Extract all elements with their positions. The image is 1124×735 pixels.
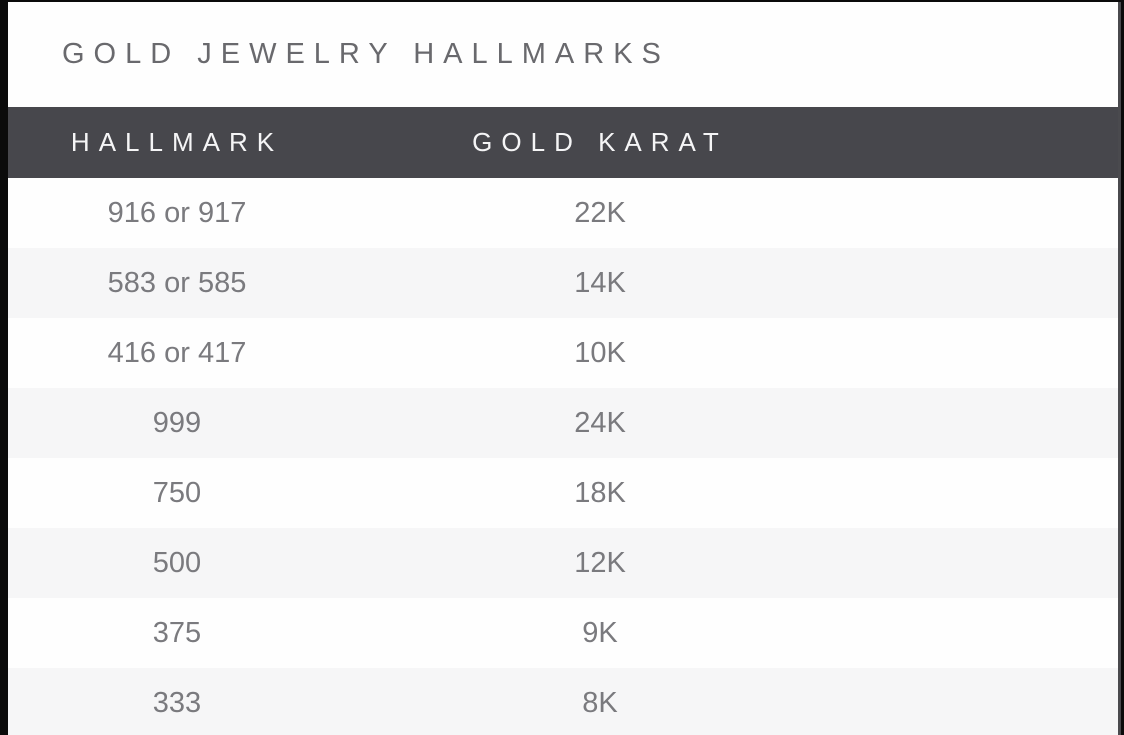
hallmark-cell: 916 or 917: [107, 196, 247, 229]
karat-cell: 24K: [574, 406, 626, 439]
table-row: [8, 388, 1118, 458]
table-row: [8, 458, 1118, 528]
page-title: GOLD JEWELRY HALLMARKS: [62, 38, 670, 70]
filler-cell: [854, 248, 1118, 318]
hallmark-table: [8, 107, 1118, 735]
karat-cell: 14K: [574, 266, 626, 299]
filler-cell: [854, 388, 1118, 458]
filler-cell: [854, 528, 1118, 598]
hallmark-cell: 375: [152, 616, 202, 649]
column-header-hallmark: HALLMARK: [70, 127, 284, 157]
karat-cell: 10K: [574, 336, 626, 369]
table-header-row: [8, 107, 1118, 178]
filler-cell: [854, 668, 1118, 735]
table-row: [8, 178, 1118, 248]
table-row: [8, 668, 1118, 735]
title-area: [8, 2, 1118, 107]
hallmark-cell: 999: [152, 406, 202, 439]
filler-cell: [854, 458, 1118, 528]
karat-cell: 8K: [582, 686, 618, 719]
table-row: [8, 598, 1118, 668]
karat-cell: 12K: [574, 546, 626, 579]
filler-cell: [854, 598, 1118, 668]
table-row: [8, 318, 1118, 388]
header-filler-cell: [854, 107, 1118, 178]
hallmark-cell: 750: [152, 476, 202, 509]
table-row: [8, 248, 1118, 318]
hallmark-cell: 333: [152, 686, 202, 719]
hallmark-cell: 416 or 417: [107, 336, 247, 369]
karat-cell: 22K: [574, 196, 626, 229]
karat-cell: 9K: [582, 616, 618, 649]
column-header-gold-karat: GOLD KARAT: [472, 127, 728, 157]
filler-cell: [854, 178, 1118, 248]
hallmark-cell: 500: [152, 546, 202, 579]
hallmark-table-panel: [8, 2, 1121, 735]
karat-cell: 18K: [574, 476, 626, 509]
hallmark-cell: 583 or 585: [107, 266, 247, 299]
table-row: [8, 528, 1118, 598]
filler-cell: [854, 318, 1118, 388]
